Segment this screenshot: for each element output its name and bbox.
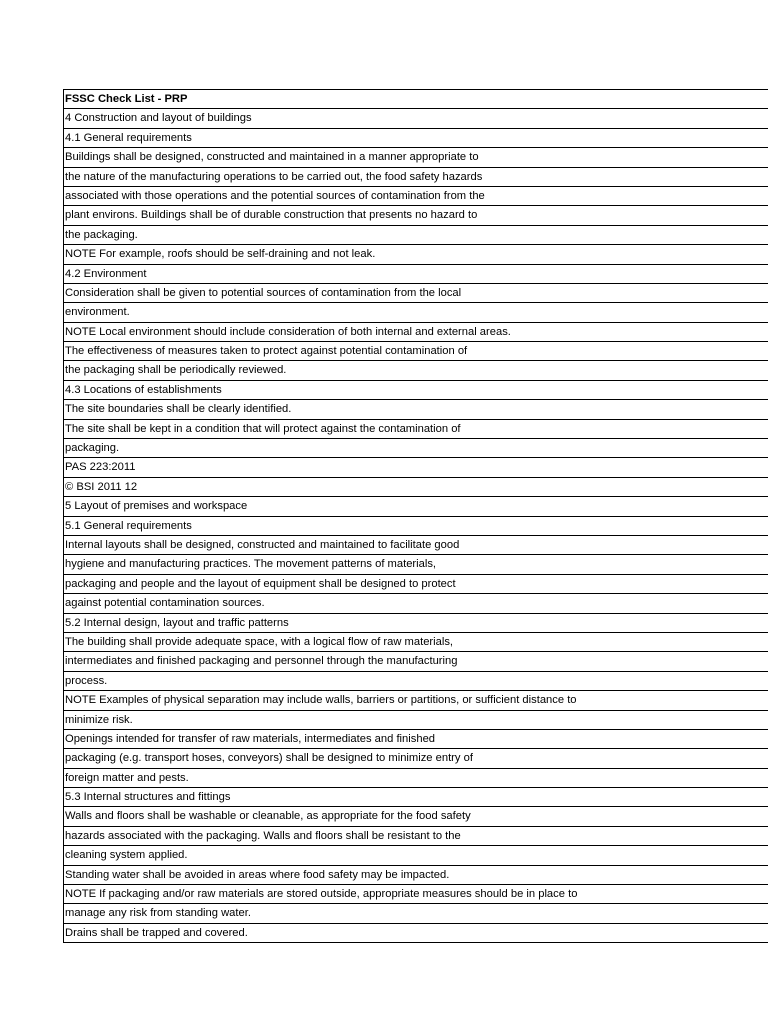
- table-row: NOTE If packaging and/or raw materials are stored outside, appropriate measures should be in place to: [64, 885, 768, 904]
- table-row: the packaging.: [64, 226, 768, 245]
- table-row: 4.1 General requirements: [64, 129, 768, 148]
- table-row: © BSI 2011 12: [64, 478, 768, 497]
- table-row: packaging (e.g. transport hoses, conveyors) shall be designed to minimize entry of: [64, 749, 768, 768]
- table-row: cleaning system applied.: [64, 846, 768, 865]
- table-row: 4.2 Environment: [64, 265, 768, 284]
- table-row: hazards associated with the packaging. Walls and floors shall be resistant to the: [64, 827, 768, 846]
- table-row: NOTE Examples of physical separation may include walls, barriers or partitions, or sufficient distance to: [64, 691, 768, 710]
- table-row: The building shall provide adequate space, with a logical flow of raw materials,: [64, 633, 768, 652]
- table-row: 5.3 Internal structures and fittings: [64, 788, 768, 807]
- table-row: PAS 223:2011: [64, 458, 768, 477]
- checklist-table: [63, 89, 768, 943]
- table-row: intermediates and finished packaging and personnel through the manufacturing: [64, 652, 768, 671]
- table-row: The effectiveness of measures taken to protect against potential contamination of: [64, 342, 768, 361]
- table-row: the nature of the manufacturing operations to be carried out, the food safety hazards: [64, 168, 768, 187]
- table-row: against potential contamination sources.: [64, 594, 768, 613]
- table-row: manage any risk from standing water.: [64, 904, 768, 923]
- table-row: minimize risk.: [64, 711, 768, 730]
- table-row: 5 Layout of premises and workspace: [64, 497, 768, 516]
- table-row: NOTE For example, roofs should be self-draining and not leak.: [64, 245, 768, 264]
- table-row: Standing water shall be avoided in areas where food safety may be impacted.: [64, 866, 768, 885]
- table-row: process.: [64, 672, 768, 691]
- table-row: associated with those operations and the potential sources of contamination from the: [64, 187, 768, 206]
- table-row: The site boundaries shall be clearly identified.: [64, 400, 768, 419]
- table-row: environment.: [64, 303, 768, 322]
- table-row: 4 Construction and layout of buildings: [64, 109, 768, 128]
- table-title-row: FSSC Check List - PRP: [64, 90, 768, 109]
- table-row: Walls and floors shall be washable or cleanable, as appropriate for the food safety: [64, 807, 768, 826]
- table-row: NOTE Local environment should include consideration of both internal and external areas.: [64, 323, 768, 342]
- table-row: foreign matter and pests.: [64, 769, 768, 788]
- table-row: 5.1 General requirements: [64, 517, 768, 536]
- table-row: the packaging shall be periodically reviewed.: [64, 361, 768, 380]
- table-row: The site shall be kept in a condition that will protect against the contamination of: [64, 420, 768, 439]
- table-row: Drains shall be trapped and covered.: [64, 924, 768, 943]
- table-row: packaging.: [64, 439, 768, 458]
- table-row: Consideration shall be given to potential sources of contamination from the local: [64, 284, 768, 303]
- table-row: 5.2 Internal design, layout and traffic patterns: [64, 614, 768, 633]
- table-row: Openings intended for transfer of raw materials, intermediates and finished: [64, 730, 768, 749]
- table-row: plant environs. Buildings shall be of durable construction that presents no hazard to: [64, 206, 768, 225]
- table-row: Internal layouts shall be designed, constructed and maintained to facilitate good: [64, 536, 768, 555]
- table-row: hygiene and manufacturing practices. The movement patterns of materials,: [64, 555, 768, 574]
- table-row: Buildings shall be designed, constructed and maintained in a manner appropriate to: [64, 148, 768, 167]
- table-row: 4.3 Locations of establishments: [64, 381, 768, 400]
- table-row: packaging and people and the layout of equipment shall be designed to protect: [64, 575, 768, 594]
